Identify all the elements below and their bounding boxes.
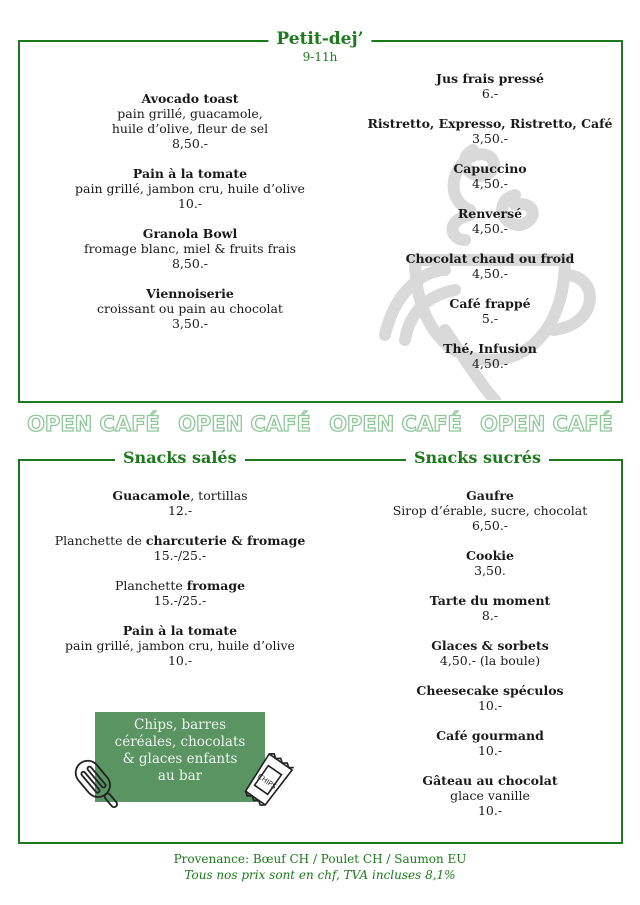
- item-price: 6.-: [481, 86, 499, 101]
- item-name-prefix: Planchette de: [54, 533, 146, 548]
- item-price: 4,50.-: [471, 356, 509, 371]
- item-name: charcuterie & fromage: [145, 533, 306, 548]
- banner-word: OPEN CAFÉ: [178, 412, 311, 436]
- item-price: 12.-: [167, 503, 193, 518]
- menu-item: [40, 286, 340, 331]
- item-price: 4,50.-: [471, 266, 509, 281]
- petitdej-hours: 9-11h: [302, 50, 338, 64]
- menu-item: [340, 638, 640, 668]
- tax-note: Tous nos prix sont en chf, TVA incluses 8,1%: [184, 868, 456, 882]
- menu-item: [340, 161, 640, 191]
- item-name-suffix: , tortillas: [190, 488, 248, 503]
- item-name: Tarte du moment: [429, 593, 551, 608]
- item-description: pain grillé, jambon cru, huile d’olive: [75, 181, 305, 196]
- section-title-petitdej: Petit-dej’: [268, 29, 371, 49]
- promo-line: & glaces enfants: [122, 751, 238, 767]
- menu-item: [340, 488, 640, 533]
- item-name: Glaces & sorbets: [431, 638, 549, 653]
- item-price: 6,50.-: [471, 518, 509, 533]
- item-name: Gaufre: [466, 488, 514, 503]
- item-description: pain grillé, jambon cru, huile d’olive: [65, 638, 295, 653]
- banner-word: OPEN CAFÉ: [27, 412, 160, 436]
- item-name: Renversé: [457, 206, 523, 221]
- item-name: Cookie: [466, 548, 514, 563]
- section-title-snacks-sales: Snacks salés: [115, 448, 245, 468]
- menu-item: [340, 728, 640, 758]
- item-name: Pain à la tomate: [122, 623, 238, 638]
- petitdej-drinks-column: [340, 71, 640, 386]
- item-name: Gâteau au chocolat: [422, 773, 558, 788]
- item-price: 4,50.-: [471, 176, 509, 191]
- promo-line: Chips, barres: [133, 717, 226, 733]
- item-name: Avocado toast: [141, 91, 239, 106]
- banner-word: OPEN CAFÉ: [480, 412, 613, 436]
- item-price: 15.-/25.-: [153, 593, 207, 608]
- item-name: Thé, Infusion: [443, 341, 537, 356]
- item-price: 8,50.-: [171, 136, 209, 151]
- item-description: huile d’olive, fleur de sel: [111, 121, 269, 136]
- item-price: 5.-: [481, 311, 499, 326]
- svg-text:CHIPS: CHIPS: [256, 772, 278, 791]
- menu-item: [30, 533, 330, 563]
- item-price: 10.-: [177, 196, 203, 211]
- item-price: 3,50.-: [471, 131, 509, 146]
- item-description: fromage blanc, miel & fruits frais: [83, 241, 297, 256]
- item-description: pain grillé, guacamole,: [117, 106, 263, 121]
- promo-line: céréales, chocolats: [114, 734, 246, 750]
- promo-line: au bar: [157, 768, 203, 784]
- menu-item: [340, 341, 640, 371]
- item-name: Café gourmand: [436, 728, 544, 743]
- menu-item: [340, 683, 640, 713]
- item-price: 10.-: [167, 653, 193, 668]
- item-price: 8,50.-: [171, 256, 209, 271]
- item-name: Chocolat chaud ou froid: [405, 251, 575, 266]
- open-cafe-banner: [0, 410, 640, 438]
- menu-item: [340, 251, 640, 281]
- menu-item: [340, 206, 640, 236]
- item-price: 10.-: [477, 743, 503, 758]
- item-name: Cheesecake spéculos: [416, 683, 564, 698]
- menu-item: [340, 548, 640, 578]
- item-price: 10.-: [477, 803, 503, 818]
- menu-item: [30, 578, 330, 608]
- item-name: Ristretto, Expresso, Ristretto, Café: [367, 116, 613, 131]
- footer: [0, 851, 640, 883]
- item-name: Guacamole: [112, 488, 191, 503]
- chips-bag-icon: [240, 752, 296, 808]
- item-name: Jus frais pressé: [436, 71, 544, 86]
- item-description: croissant ou pain au chocolat: [97, 301, 283, 316]
- snacks-sucres-column: [340, 488, 640, 833]
- section-title-snacks-sucres: Snacks sucrés: [406, 448, 549, 468]
- menu-item: [40, 226, 340, 271]
- item-name: Café frappé: [449, 296, 531, 311]
- petitdej-food-column: [40, 91, 340, 346]
- item-price: 15.-/25.-: [153, 548, 207, 563]
- item-price: 4,50.-: [471, 221, 509, 236]
- item-name: Granola Bowl: [142, 226, 238, 241]
- item-price: 10.-: [477, 698, 503, 713]
- menu-item: [30, 623, 330, 668]
- menu-item: [40, 91, 340, 151]
- item-name: fromage: [186, 578, 246, 593]
- ice-pop-icon: [70, 755, 126, 815]
- item-price: 3,50.-: [171, 316, 209, 331]
- item-name-prefix: Planchette: [114, 578, 187, 593]
- item-name: Viennoiserie: [146, 286, 234, 301]
- item-name: Pain à la tomate: [132, 166, 248, 181]
- snacks-sales-column: [30, 488, 330, 683]
- banner-word: OPEN CAFÉ: [329, 412, 462, 436]
- item-description: glace vanille: [450, 788, 530, 803]
- item-price: 3,50.: [474, 563, 506, 578]
- item-description: Sirop d’érable, sucre, chocolat: [392, 503, 588, 518]
- provenance-note: Provenance: Bœuf CH / Poulet CH / Saumon EU: [173, 852, 467, 866]
- menu-item: [340, 593, 640, 623]
- menu-item: [340, 116, 640, 146]
- item-price: 4,50.- (la boule): [439, 653, 541, 668]
- menu-item: [340, 296, 640, 326]
- menu-item: [340, 773, 640, 818]
- item-name: Capuccino: [453, 161, 527, 176]
- menu-item: [30, 488, 330, 518]
- menu-item: [340, 71, 640, 101]
- menu-item: [40, 166, 340, 211]
- item-price: 8.-: [481, 608, 499, 623]
